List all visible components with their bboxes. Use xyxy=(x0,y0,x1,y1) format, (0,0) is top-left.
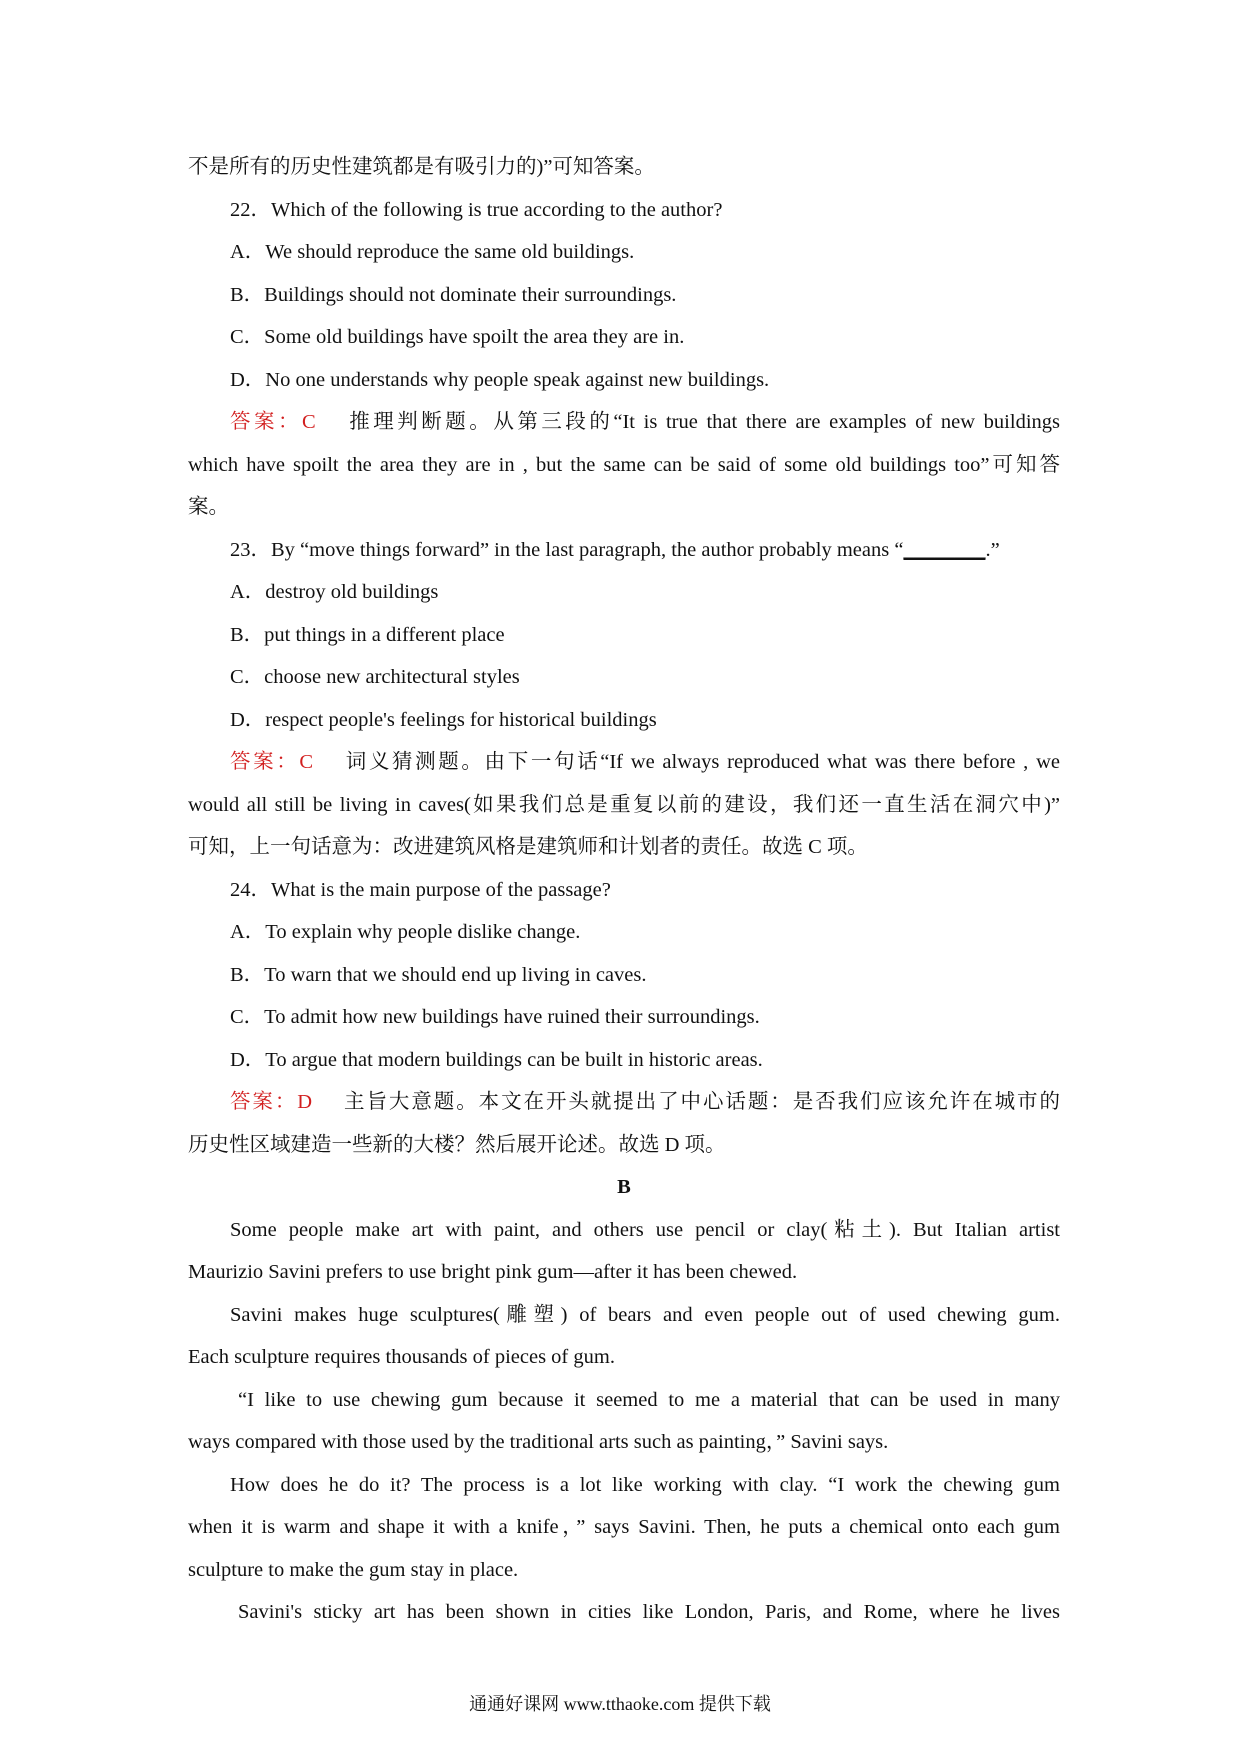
option-c: C．choose new architectural styles xyxy=(230,666,520,688)
question-stem: 22．Which of the following is true according to the author? xyxy=(230,198,723,221)
paragraph-line: “I like to use chewing gum because it seemed to me a material that can be used in many xyxy=(238,1388,1060,1411)
answer-blank: ________ xyxy=(903,538,986,561)
paragraph-line: Maurizio Savini prefers to use bright pink gum—after it has been chewed. xyxy=(188,1261,798,1283)
paragraph-line: ways compared with those used by the traditional arts such as painting，” Savini says. xyxy=(188,1431,889,1453)
question-stem: 24．What is the main purpose of the passage? xyxy=(230,878,611,901)
question-stem xyxy=(188,529,1060,572)
answer-explanation: 词义猜测题。由下一句话“If we always reproduced what was there before , we xyxy=(343,751,1060,773)
passage-b xyxy=(188,1209,1060,1634)
paragraph-line: Each sculpture requires thousands of pieces of gum. xyxy=(188,1346,615,1368)
answer-explanation-line: 可知，上一句话意为：改进建筑风格是建筑师和计划者的责任。故选 C 项。 xyxy=(188,836,868,858)
paragraph-line: Some people make art with paint, and others use pencil or clay(粘土). But Italian artist xyxy=(230,1218,1060,1241)
answer-line xyxy=(188,1081,1060,1124)
answer-line xyxy=(188,401,1060,444)
answer-line xyxy=(188,741,1060,784)
option-d: D．respect people's feelings for historical buildings xyxy=(230,708,657,731)
answer-label: 答案：C xyxy=(230,411,316,433)
option-b: B．Buildings should not dominate their surroundings. xyxy=(230,283,677,306)
answer-label: 答案：C xyxy=(230,751,314,773)
paragraph-line: How does he do it? The process is a lot like working with clay. “I work the chewing gum xyxy=(230,1473,1060,1496)
answer-explanation-line: 案。 xyxy=(188,496,229,518)
option-a: A．We should reproduce the same old buildings. xyxy=(230,241,635,263)
option-a: A．To explain why people dislike change. xyxy=(230,921,581,943)
answer-explanation-line: would all still be living in caves(如果我们总是重复以前的建设，我们还一直生活在洞穴中)” xyxy=(188,793,1060,816)
option-a: A．destroy old buildings xyxy=(230,581,439,603)
option-b: B．To warn that we should end up living in caves. xyxy=(230,963,647,986)
explanation-continuation: 不是所有的历史性建筑都是有吸引力的)”可知答案。 xyxy=(188,156,655,178)
question-stem-end: .” xyxy=(985,538,1000,561)
paragraph-line: Savini makes huge sculptures(雕塑) of bears and even people out of used chewing gum. xyxy=(230,1303,1060,1326)
page-content xyxy=(188,146,1060,1634)
answer-explanation-line: 历史性区域建造一些新的大楼？然后展开论述。故选 D 项。 xyxy=(188,1133,726,1156)
page-footer: 通通好课网 www.tthaoke.com 提供下载 xyxy=(469,1694,771,1714)
section-heading: B xyxy=(617,1176,631,1198)
question-22 xyxy=(188,189,1060,529)
option-c: C．Some old buildings have spoilt the area they are in. xyxy=(230,326,685,348)
option-d: D．To argue that modern buildings can be built in historic areas. xyxy=(230,1048,763,1071)
paragraph-line: when it is warm and shape it with a knife，” says Savini. Then, he puts a chemical onto each gum xyxy=(188,1516,1060,1538)
option-b: B．put things in a different place xyxy=(230,623,505,646)
option-d: D．No one understands why people speak against new buildings. xyxy=(230,368,770,391)
question-23 xyxy=(188,529,1060,869)
answer-explanation-line: which have spoilt the area they are in , but the same can be said of some old buildings too”可知答 xyxy=(188,453,1060,476)
question-stem-text: 23．By “move things forward” in the last paragraph, the author probably means “ xyxy=(230,538,904,561)
question-24 xyxy=(188,869,1060,1167)
answer-explanation: 主旨大意题。本文在开头就提出了中心话题：是否我们应该允许在城市的 xyxy=(342,1091,1060,1113)
paragraph-line: Savini's sticky art has been shown in cities like London, Paris, and Rome, where he lives xyxy=(238,1601,1060,1623)
option-c: C．To admit how new buildings have ruined their surroundings. xyxy=(230,1006,760,1028)
answer-label: 答案：D xyxy=(230,1091,313,1113)
paragraph-line: sculpture to make the gum stay in place. xyxy=(188,1558,519,1581)
answer-explanation: 推理判断题。从第三段的“It is true that there are examples of new buildings xyxy=(345,411,1060,433)
